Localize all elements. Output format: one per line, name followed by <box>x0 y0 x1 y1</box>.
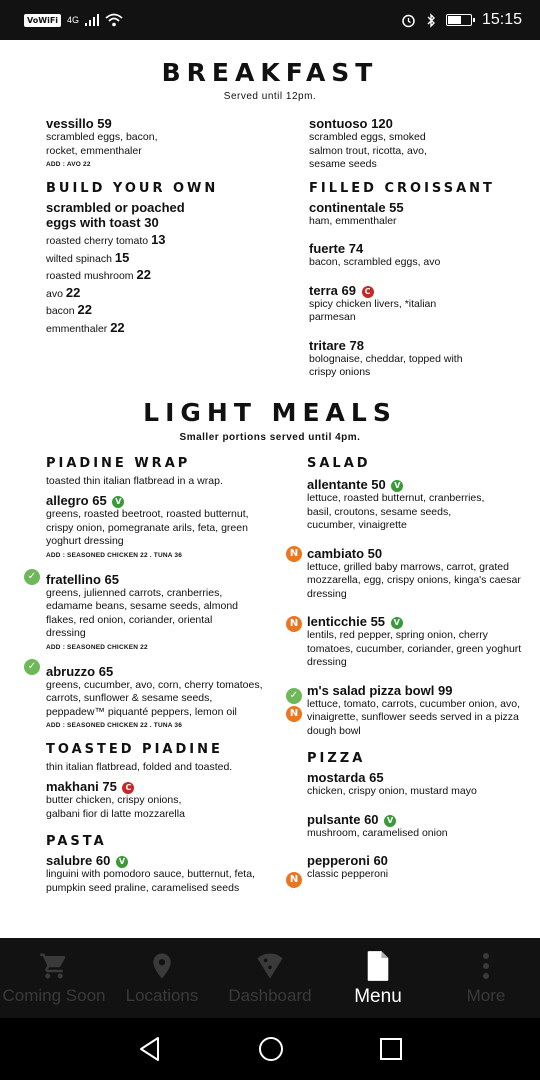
build-option[interactable]: wilted spinach 15 <box>46 249 130 265</box>
nav-menu[interactable] <box>324 938 432 1018</box>
breakfast-subtitle: Served until 12pm. <box>223 91 317 102</box>
item-name: fuerte 74 <box>309 241 364 256</box>
system-navigation-bar <box>0 1018 540 1080</box>
nav-label: More <box>466 986 506 1005</box>
nav-label: Locations <box>125 986 199 1005</box>
network-type: 4G <box>67 15 80 25</box>
light-meals-subtitle: Smaller portions served until 4pm. <box>179 432 361 443</box>
item-description: greens, cucumber, avo, corn, cherry tomatoes, carrots, sunflower & sesame seeds, peppadew™ piquanté peppers, lemon oil <box>46 678 263 718</box>
item-name: allegro 65 <box>46 493 107 508</box>
section-title-salad: SALAD <box>307 456 371 471</box>
section-title-build: BUILD YOUR OWN <box>46 181 219 196</box>
more-vertical-icon <box>481 950 491 982</box>
item-name: tritare 78 <box>309 337 364 353</box>
leaf-icon: ✓ <box>24 659 40 675</box>
bottom-navigation <box>0 938 540 1018</box>
nut-icon: N <box>286 616 302 632</box>
menu-item-mostarda[interactable] <box>307 770 522 799</box>
document-icon <box>364 950 392 982</box>
status-bar <box>0 0 540 40</box>
menu-item-allegro[interactable] <box>46 493 266 559</box>
item-description: linguini with pomodoro sauce, butternut, feta, pumpkin seed praline, caramelised seeds <box>46 868 255 894</box>
light-left-column <box>46 456 266 908</box>
build-option[interactable]: bacon 22 <box>46 302 92 317</box>
menu-item-tritare[interactable] <box>309 338 509 380</box>
section-title-piadine: PIADINE WRAP <box>46 456 191 471</box>
nav-dashboard[interactable] <box>216 938 324 1018</box>
item-name: lenticchie 55 <box>307 614 386 629</box>
wifi-icon <box>105 13 123 27</box>
item-description: chicken, crispy onion, mustard mayo <box>307 785 477 797</box>
item-description: bolognaise, cheddar, topped with crispy onions <box>309 352 463 378</box>
item-add-on: ADD : SEASONED CHICKEN 22 . TUNA 36 <box>46 551 183 559</box>
menu-item-fuerte[interactable] <box>309 241 509 270</box>
nav-coming-soon[interactable] <box>0 938 108 1018</box>
item-add-on: ADD : SEASONED CHICKEN 22 <box>46 643 148 651</box>
item-description: ham, emmenthaler <box>309 214 397 227</box>
leaf-icon: ✓ <box>286 688 302 704</box>
location-pin-icon <box>147 950 177 982</box>
item-name: pulsante 60 <box>307 811 379 827</box>
menu-item-makhani[interactable] <box>46 779 266 821</box>
section-title-pasta: PASTA <box>46 834 107 849</box>
item-add-on: ADD : AVO 22 <box>46 161 91 168</box>
veg-badge-icon: V <box>112 496 124 508</box>
menu-item-cambiato[interactable] <box>307 546 522 602</box>
recents-icon[interactable] <box>380 1038 402 1060</box>
light-meals-title: LIGHT MEALS <box>143 398 397 427</box>
section-description: thin italian flatbread, folded and toasted. <box>46 761 233 773</box>
build-option[interactable]: roasted cherry tomato 13 <box>46 232 166 247</box>
build-option[interactable]: roasted mushroom 22 <box>46 267 151 282</box>
item-name: cambiato 50 <box>307 545 383 561</box>
leaf-icon: ✓ <box>24 569 40 585</box>
item-description: lentils, red pepper, spring onion, cherry tomatoes, cucumber, coriander, green yoghurt dressing <box>307 629 522 668</box>
menu-item-allentante[interactable] <box>307 477 522 533</box>
menu-item-salubre[interactable] <box>46 853 266 895</box>
item-description: lettuce, roasted butternut, cranberries, basil, croutons, sesame seeds, cucumber, vinaigrette <box>307 492 485 531</box>
item-name: continentale 55 <box>309 199 404 215</box>
item-description: greens, roasted beetroot, roasted butternut, crispy onion, pomegranate arils, feta, green yoghurt dressing <box>46 508 249 547</box>
item-description: spicy chicken livers, *italian parmesan <box>309 297 437 323</box>
item-name: abruzzo 65 <box>46 663 114 679</box>
back-icon[interactable] <box>138 1036 162 1062</box>
item-description: butter chicken, crispy onions, galbani fior di latte mozzarella <box>46 794 185 820</box>
nut-icon: N <box>286 706 302 722</box>
chilli-badge-icon: C <box>122 782 134 794</box>
nav-label: Menu <box>354 986 402 1007</box>
item-name: salubre 60 <box>46 853 111 868</box>
nut-icon: N <box>286 546 302 562</box>
build-option[interactable]: emmenthaler 22 <box>46 319 125 335</box>
veg-badge-icon: V <box>391 617 403 629</box>
item-name: mostarda 65 <box>307 770 384 785</box>
section-title-toasted: TOASTED PIADINE <box>46 742 223 757</box>
veg-badge-icon: V <box>384 815 396 827</box>
bluetooth-icon <box>426 13 436 28</box>
menu-item-terra[interactable] <box>309 283 509 325</box>
breakfast-left-column <box>46 116 266 337</box>
veg-badge-icon: V <box>116 856 128 868</box>
veg-badge-icon: V <box>391 480 403 492</box>
nut-icon: N <box>286 872 302 888</box>
item-name: vessillo 59 <box>46 116 112 131</box>
chilli-badge-icon: C <box>362 286 374 298</box>
section-description: toasted thin italian flatbread in a wrap. <box>46 475 223 487</box>
clock: 15:15 <box>481 11 522 28</box>
pizza-slice-icon <box>255 950 285 982</box>
item-name: sontuoso 120 <box>309 116 393 131</box>
item-name: terra 69 <box>309 282 356 298</box>
vowifi-badge: VoWiFi <box>24 14 61 27</box>
section-title-pizza: PIZZA <box>307 751 366 766</box>
item-description: classic pepperoni <box>307 868 389 880</box>
menu-item-lenticchie[interactable] <box>307 614 522 670</box>
item-description: mushroom, caramelised onion <box>307 826 448 839</box>
item-name: pepperoni 60 <box>307 853 388 868</box>
battery-icon <box>446 14 472 26</box>
item-description: greens, julienned carrots, cranberries, edamame beans, sesame seeds, almond flakes, red onion, coriander, oriental dressing <box>46 586 239 639</box>
item-name: makhani 75 <box>46 779 117 794</box>
home-icon[interactable] <box>258 1036 284 1062</box>
item-description: scrambled eggs, smoked salmon trout, ricotta, avo, sesame seeds <box>309 131 427 170</box>
nav-locations[interactable] <box>108 938 216 1018</box>
item-description: lettuce, tomato, carrots, cucumber onion, avo, vinaigrette, sunflower seeds served in a pizza dough bowl <box>307 697 521 737</box>
menu-item-sontuoso[interactable] <box>309 116 509 172</box>
breakfast-title: BREAKFAST <box>161 58 379 87</box>
item-description: lettuce, grilled baby marrows, carrot, grated mozzarella, egg, crispy onions, kinga's caesar dressing <box>307 560 521 600</box>
menu-item-pulsante[interactable] <box>307 812 522 841</box>
menu-item-continentale[interactable] <box>309 200 509 229</box>
alarm-icon <box>401 13 416 28</box>
menu-item-salad-pizza-bowl[interactable] <box>307 683 522 739</box>
menu-item-abruzzo[interactable] <box>46 664 266 730</box>
item-name: fratellino 65 <box>46 571 119 587</box>
build-base: scrambled or poached eggs with toast 30 <box>46 200 185 230</box>
item-name: allentante 50 <box>307 477 386 492</box>
menu-item-fratellino[interactable] <box>46 572 266 651</box>
item-name: m's salad pizza bowl 99 <box>307 682 453 698</box>
cart-icon <box>39 950 69 982</box>
menu-content[interactable] <box>0 40 540 938</box>
menu-item-pepperoni[interactable] <box>307 853 522 882</box>
item-add-on: ADD : SEASONED CHICKEN 22 . TUNA 36 <box>46 722 183 729</box>
breakfast-right-column <box>309 116 509 393</box>
signal-icon <box>85 14 99 26</box>
item-description: bacon, scrambled eggs, avo <box>309 256 441 268</box>
build-option[interactable]: avo 22 <box>46 284 81 300</box>
section-title-croissant: FILLED CROISSANT <box>309 180 495 196</box>
build-options-list <box>46 232 266 337</box>
light-right-column <box>307 456 522 895</box>
nav-label: Dashboard <box>228 986 312 1005</box>
item-description: scrambled eggs, bacon, rocket, emmenthaler <box>46 131 158 157</box>
menu-item-vessillo[interactable] <box>46 116 266 168</box>
nav-more[interactable] <box>432 938 540 1018</box>
nav-label: Coming Soon <box>2 986 106 1005</box>
